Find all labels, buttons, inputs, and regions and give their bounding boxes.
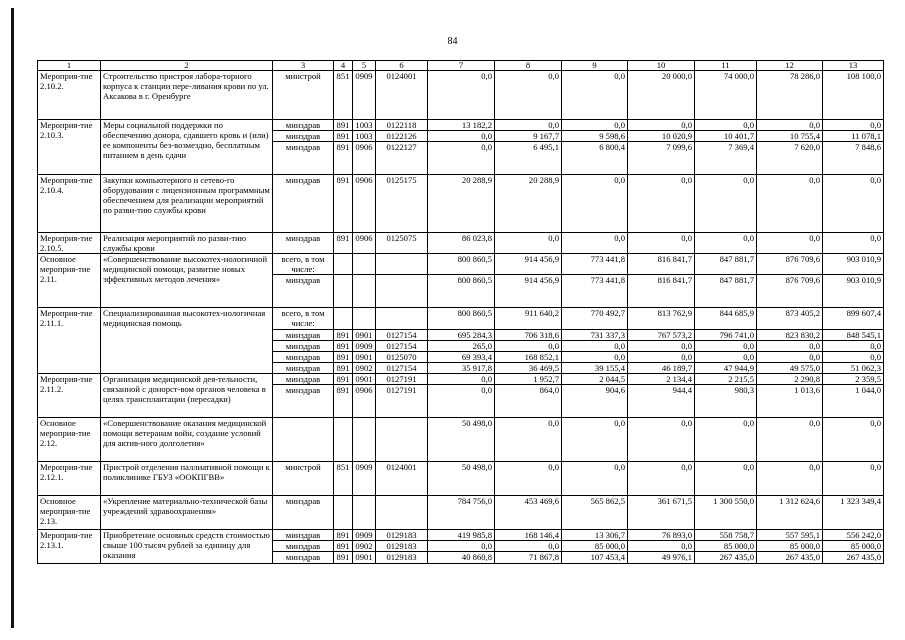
col-header: 10: [628, 61, 695, 71]
budget-code-cell: 891: [334, 142, 353, 175]
amount-cell: 914 456,9: [495, 254, 562, 275]
amount-cell: 0,0: [562, 71, 628, 120]
activity-description: Организация медицинской дея-тельности, связанной с донорст-вом органов человека в целях трансплантации (пересадки): [101, 374, 273, 418]
activity-description: «Совершенствование оказания медицинской помощи ветеранам войн, создание условий для актив-ного долголетия»: [101, 418, 273, 462]
amount-cell: 0,0: [428, 131, 495, 142]
executor-cell: минздрав: [273, 142, 334, 175]
budget-code-cell: 891: [334, 175, 353, 233]
executor-cell: минздрав: [273, 374, 334, 385]
amount-cell: 0,0: [757, 120, 823, 131]
activity-code: Основное мероприя-тие 2.13.: [38, 496, 101, 530]
amount-cell: 903 010,9: [823, 254, 884, 275]
table-row: [38, 233, 884, 254]
amount-cell: 0,0: [495, 418, 562, 462]
amount-cell: 11 078,1: [823, 131, 884, 142]
amount-cell: 944,4: [628, 385, 695, 418]
activity-description: Пристрой отделения паллиативной помощи к поликлинике ГБУЗ «ООКПГВВ»: [101, 462, 273, 496]
amount-cell: 1 323 349,4: [823, 496, 884, 530]
budget-code-cell: 891: [334, 341, 353, 352]
amount-cell: 35 917,8: [428, 363, 495, 374]
amount-cell: 168 146,4: [495, 530, 562, 541]
amount-cell: 1 952,7: [495, 374, 562, 385]
budget-code-cell: [353, 308, 376, 330]
activity-code: Мероприя-тие 2.10.3.: [38, 120, 101, 175]
amount-cell: 267 435,0: [695, 552, 757, 564]
amount-cell: 0,0: [757, 352, 823, 363]
header-row: [38, 61, 884, 71]
col-header: 7: [428, 61, 495, 71]
amount-cell: 20 000,0: [628, 71, 695, 120]
amount-cell: 848 545,1: [823, 330, 884, 341]
amount-cell: 9 598,6: [562, 131, 628, 142]
amount-cell: 46 189,7: [628, 363, 695, 374]
amount-cell: 0,0: [757, 341, 823, 352]
amount-cell: 0,0: [562, 341, 628, 352]
activity-code: Мероприя-тие 2.13.1.: [38, 530, 101, 564]
amount-cell: 0,0: [428, 142, 495, 175]
amount-cell: 7 099,6: [628, 142, 695, 175]
amount-cell: 69 393,4: [428, 352, 495, 363]
amount-cell: 10 401,7: [695, 131, 757, 142]
amount-cell: 0,0: [757, 462, 823, 496]
col-header: 4: [334, 61, 353, 71]
amount-cell: 76 893,0: [628, 530, 695, 541]
amount-cell: 0,0: [628, 418, 695, 462]
amount-cell: 796 741,0: [695, 330, 757, 341]
amount-cell: 0,0: [628, 352, 695, 363]
activity-description: Приобретение основных средств стоимостью свыше 100 тысяч рублей за единицу для оказания: [101, 530, 273, 564]
executor-cell: минздрав: [273, 341, 334, 352]
budget-code-cell: 851: [334, 462, 353, 496]
budget-code-cell: 891: [334, 374, 353, 385]
col-header: 11: [695, 61, 757, 71]
amount-cell: 0,0: [823, 175, 884, 233]
executor-cell: минздрав: [273, 175, 334, 233]
amount-cell: 911 640,2: [495, 308, 562, 330]
amount-cell: 0,0: [695, 418, 757, 462]
amount-cell: 0,0: [628, 233, 695, 254]
executor-cell: минстрой: [273, 71, 334, 120]
amount-cell: 453 469,6: [495, 496, 562, 530]
amount-cell: 0,0: [628, 341, 695, 352]
amount-cell: 0,0: [823, 120, 884, 131]
activity-code: Основное мероприя-тие 2.12.: [38, 418, 101, 462]
budget-code-cell: 0127154: [376, 341, 428, 352]
amount-cell: 706 318,6: [495, 330, 562, 341]
budget-code-cell: 891: [334, 385, 353, 418]
budget-code-cell: 851: [334, 71, 353, 120]
amount-cell: 844 685,9: [695, 308, 757, 330]
amount-cell: 847 881,7: [695, 254, 757, 275]
amount-cell: 0,0: [562, 418, 628, 462]
amount-cell: 773 441,8: [562, 275, 628, 308]
budget-code-cell: 0906: [353, 385, 376, 418]
amount-cell: 2 044,5: [562, 374, 628, 385]
amount-cell: 0,0: [428, 71, 495, 120]
amount-cell: 74 000,0: [695, 71, 757, 120]
table-row: [38, 71, 884, 120]
amount-cell: 904,6: [562, 385, 628, 418]
amount-cell: 267 435,0: [757, 552, 823, 564]
amount-cell: 2 359,5: [823, 374, 884, 385]
table-row: [38, 530, 884, 541]
activity-code: Мероприя-тие 2.12.1.: [38, 462, 101, 496]
executor-cell: минздрав: [273, 552, 334, 564]
amount-cell: 0,0: [495, 233, 562, 254]
amount-cell: 823 830,2: [757, 330, 823, 341]
amount-cell: 107 453,4: [562, 552, 628, 564]
amount-cell: 0,0: [823, 341, 884, 352]
budget-code-cell: 0125175: [376, 175, 428, 233]
budget-code-cell: 0902: [353, 541, 376, 552]
budget-code-cell: 0127154: [376, 363, 428, 374]
col-header: 5: [353, 61, 376, 71]
amount-cell: 0,0: [628, 541, 695, 552]
executor-cell: минздрав: [273, 352, 334, 363]
budget-code-cell: 891: [334, 120, 353, 131]
amount-cell: 1 300 550,0: [695, 496, 757, 530]
amount-cell: 800 860,5: [428, 308, 495, 330]
amount-cell: 816 841,7: [628, 254, 695, 275]
amount-cell: 0,0: [428, 541, 495, 552]
executor-cell: минздрав: [273, 120, 334, 131]
amount-cell: 0,0: [428, 385, 495, 418]
executor-cell: минздрав: [273, 541, 334, 552]
amount-cell: 876 709,6: [757, 254, 823, 275]
amount-cell: 13 182,2: [428, 120, 495, 131]
amount-cell: 0,0: [757, 233, 823, 254]
activity-description: «Укрепление материально-технической базы учреждений здравоохранения»: [101, 496, 273, 530]
budget-code-cell: 891: [334, 131, 353, 142]
col-header: 12: [757, 61, 823, 71]
table-row: [38, 496, 884, 530]
amount-cell: 2 290,8: [757, 374, 823, 385]
activity-code: Основное мероприя-тие 2.11.: [38, 254, 101, 308]
amount-cell: 85 000,0: [823, 541, 884, 552]
activity-description: Строительство пристроя лабора-торного корпуса к станции пере-ливания крови по ул. Аксакова в г. Оренбурге: [101, 71, 273, 120]
budget-code-cell: 0125075: [376, 233, 428, 254]
amount-cell: 0,0: [562, 120, 628, 131]
amount-cell: 800 860,5: [428, 254, 495, 275]
amount-cell: 784 756,0: [428, 496, 495, 530]
col-header: 8: [495, 61, 562, 71]
activity-description: «Совершенствование высокотех-нологичной медицинской помощи, развитие новых эффективных методов лечения»: [101, 254, 273, 308]
activity-code: Мероприя-тие 2.10.5.: [38, 233, 101, 254]
activity-description: Закупки компьютерного и сетево-го оборудования с лицензионным программным обеспечением для реализации мероприятий по разви-тию службы крови: [101, 175, 273, 233]
table-row: [38, 254, 884, 275]
amount-cell: 903 010,9: [823, 275, 884, 308]
budget-code-cell: [353, 275, 376, 308]
amount-cell: 847 881,7: [695, 275, 757, 308]
amount-cell: 695 284,3: [428, 330, 495, 341]
amount-cell: 556 242,0: [823, 530, 884, 541]
amount-cell: 20 288,9: [495, 175, 562, 233]
executor-cell: минздрав: [273, 530, 334, 541]
budget-code-cell: 0129183: [376, 530, 428, 541]
col-header: 9: [562, 61, 628, 71]
amount-cell: 800 860,5: [428, 275, 495, 308]
budget-code-cell: [376, 418, 428, 462]
amount-cell: 0,0: [695, 233, 757, 254]
col-header: 6: [376, 61, 428, 71]
budget-code-cell: 0901: [353, 552, 376, 564]
budget-code-cell: 0124001: [376, 462, 428, 496]
budget-code-cell: 891: [334, 352, 353, 363]
budget-code-cell: [334, 254, 353, 275]
budget-code-cell: 0909: [353, 462, 376, 496]
budget-code-cell: [334, 418, 353, 462]
amount-cell: 0,0: [695, 462, 757, 496]
budget-code-cell: 0909: [353, 71, 376, 120]
budget-code-cell: [376, 308, 428, 330]
amount-cell: 0,0: [695, 175, 757, 233]
amount-cell: 6 495,1: [495, 142, 562, 175]
activity-code: Мероприя-тие 2.11.2.: [38, 374, 101, 418]
amount-cell: 47 944,9: [695, 363, 757, 374]
amount-cell: 914 456,9: [495, 275, 562, 308]
activity-description: Реализация мероприятий по разви-тию службы крови: [101, 233, 273, 254]
amount-cell: 0,0: [562, 462, 628, 496]
amount-cell: 71 867,8: [495, 552, 562, 564]
budget-code-cell: 0124001: [376, 71, 428, 120]
amount-cell: 6 800,4: [562, 142, 628, 175]
executor-cell: минздрав: [273, 131, 334, 142]
budget-code-cell: 891: [334, 530, 353, 541]
amount-cell: 558 758,7: [695, 530, 757, 541]
executor-cell: минздрав: [273, 330, 334, 341]
budget-code-cell: 0127191: [376, 385, 428, 418]
amount-cell: 78 286,0: [757, 71, 823, 120]
amount-cell: 0,0: [495, 71, 562, 120]
amount-cell: 0,0: [695, 352, 757, 363]
budget-code-cell: 0901: [353, 374, 376, 385]
amount-cell: 1 044,0: [823, 385, 884, 418]
budget-code-cell: 891: [334, 233, 353, 254]
amount-cell: 10 755,4: [757, 131, 823, 142]
amount-cell: 86 023,8: [428, 233, 495, 254]
amount-cell: 20 288,9: [428, 175, 495, 233]
amount-cell: 0,0: [757, 175, 823, 233]
amount-cell: 0,0: [495, 341, 562, 352]
activity-code: Мероприя-тие 2.10.2.: [38, 71, 101, 120]
amount-cell: 9 167,7: [495, 131, 562, 142]
amount-cell: 0,0: [495, 120, 562, 131]
budget-code-cell: 1003: [353, 131, 376, 142]
budget-code-cell: 0909: [353, 530, 376, 541]
budget-code-cell: 891: [334, 363, 353, 374]
amount-cell: 168 852,1: [495, 352, 562, 363]
budget-code-cell: 0122118: [376, 120, 428, 131]
budget-code-cell: 0906: [353, 142, 376, 175]
amount-cell: 767 573,2: [628, 330, 695, 341]
activity-code: Мероприя-тие 2.10.4.: [38, 175, 101, 233]
budget-code-cell: 0901: [353, 352, 376, 363]
budget-code-cell: 0909: [353, 341, 376, 352]
amount-cell: 40 860,8: [428, 552, 495, 564]
budget-code-cell: [376, 496, 428, 530]
budget-code-cell: [376, 275, 428, 308]
amount-cell: 13 306,7: [562, 530, 628, 541]
amount-cell: 36 469,5: [495, 363, 562, 374]
amount-cell: 50 498,0: [428, 462, 495, 496]
amount-cell: 0,0: [562, 352, 628, 363]
amount-cell: 85 000,0: [757, 541, 823, 552]
amount-cell: 49 575,0: [757, 363, 823, 374]
amount-cell: 7 848,6: [823, 142, 884, 175]
amount-cell: 39 155,4: [562, 363, 628, 374]
amount-cell: 50 498,0: [428, 418, 495, 462]
amount-cell: 816 841,7: [628, 275, 695, 308]
amount-cell: 813 762,9: [628, 308, 695, 330]
budget-code-cell: 0906: [353, 175, 376, 233]
table-row: [38, 308, 884, 330]
binding-line: [11, 8, 14, 628]
amount-cell: 876 709,6: [757, 275, 823, 308]
amount-cell: 0,0: [823, 233, 884, 254]
budget-code-cell: 0127191: [376, 374, 428, 385]
budget-code-cell: 0122126: [376, 131, 428, 142]
executor-cell: всего, в том числе:: [273, 308, 334, 330]
table-row: [38, 462, 884, 496]
executor-cell: минстрой: [273, 462, 334, 496]
amount-cell: 0,0: [628, 175, 695, 233]
executor-cell: всего, в том числе:: [273, 254, 334, 275]
amount-cell: 0,0: [495, 462, 562, 496]
amount-cell: 0,0: [823, 352, 884, 363]
activity-code: Мероприя-тие 2.11.1.: [38, 308, 101, 374]
amount-cell: 770 492,7: [562, 308, 628, 330]
amount-cell: 361 671,5: [628, 496, 695, 530]
budget-code-cell: [334, 275, 353, 308]
executor-cell: [273, 418, 334, 462]
activity-description: Меры социальной поддержки по обеспечению донора, сдавшего кровь и (или) ее компоненты без-возмездно, бесплатным питанием в день сдачи: [101, 120, 273, 175]
budget-code-cell: 0127154: [376, 330, 428, 341]
amount-cell: 773 441,8: [562, 254, 628, 275]
col-header: 2: [101, 61, 273, 71]
table-row: [38, 418, 884, 462]
budget-code-cell: 0125070: [376, 352, 428, 363]
amount-cell: 267 435,0: [823, 552, 884, 564]
budget-code-cell: 0902: [353, 363, 376, 374]
page-number: 84: [447, 36, 458, 47]
budget-code-cell: 0906: [353, 233, 376, 254]
budget-code-cell: [334, 496, 353, 530]
amount-cell: 0,0: [695, 120, 757, 131]
amount-cell: 419 985,8: [428, 530, 495, 541]
amount-cell: 0,0: [823, 462, 884, 496]
amount-cell: 0,0: [695, 341, 757, 352]
amount-cell: 0,0: [428, 374, 495, 385]
executor-cell: минздрав: [273, 496, 334, 530]
amount-cell: 565 862,5: [562, 496, 628, 530]
amount-cell: 873 405,2: [757, 308, 823, 330]
table-row: [38, 374, 884, 385]
table-row: [38, 120, 884, 131]
amount-cell: 10 020,9: [628, 131, 695, 142]
budget-code-cell: [334, 308, 353, 330]
executor-cell: минздрав: [273, 363, 334, 374]
budget-table: [37, 60, 884, 564]
amount-cell: 49 976,1: [628, 552, 695, 564]
budget-code-cell: [376, 254, 428, 275]
amount-cell: 731 337,3: [562, 330, 628, 341]
amount-cell: 0,0: [757, 418, 823, 462]
budget-code-cell: 891: [334, 552, 353, 564]
budget-code-cell: 0129183: [376, 552, 428, 564]
amount-cell: 85 000,0: [695, 541, 757, 552]
budget-code-cell: [353, 496, 376, 530]
budget-code-cell: 0129183: [376, 541, 428, 552]
amount-cell: 2 134,4: [628, 374, 695, 385]
amount-cell: 0,0: [628, 120, 695, 131]
amount-cell: 557 595,1: [757, 530, 823, 541]
budget-code-cell: 0901: [353, 330, 376, 341]
amount-cell: 864,0: [495, 385, 562, 418]
amount-cell: 85 000,0: [562, 541, 628, 552]
executor-cell: минздрав: [273, 233, 334, 254]
budget-code-cell: 1003: [353, 120, 376, 131]
amount-cell: 1 013,6: [757, 385, 823, 418]
activity-description: Специализированная высокотех-нологичная медицинская помощь: [101, 308, 273, 374]
amount-cell: 0,0: [562, 175, 628, 233]
budget-code-cell: [353, 254, 376, 275]
amount-cell: 51 062,3: [823, 363, 884, 374]
amount-cell: 7 369,4: [695, 142, 757, 175]
amount-cell: 108 100,0: [823, 71, 884, 120]
amount-cell: 0,0: [495, 541, 562, 552]
executor-cell: минздрав: [273, 275, 334, 308]
amount-cell: 7 620,0: [757, 142, 823, 175]
col-header: 3: [273, 61, 334, 71]
executor-cell: минздрав: [273, 385, 334, 418]
amount-cell: 265,0: [428, 341, 495, 352]
amount-cell: 0,0: [628, 462, 695, 496]
table-row: [38, 175, 884, 233]
budget-code-cell: 891: [334, 330, 353, 341]
budget-code-cell: 891: [334, 541, 353, 552]
amount-cell: 980,3: [695, 385, 757, 418]
amount-cell: 0,0: [562, 233, 628, 254]
budget-code-cell: 0122127: [376, 142, 428, 175]
budget-code-cell: [353, 418, 376, 462]
amount-cell: 1 312 624,6: [757, 496, 823, 530]
amount-cell: 899 607,4: [823, 308, 884, 330]
col-header: 1: [38, 61, 101, 71]
col-header: 13: [823, 61, 884, 71]
amount-cell: 0,0: [823, 418, 884, 462]
amount-cell: 2 215,5: [695, 374, 757, 385]
